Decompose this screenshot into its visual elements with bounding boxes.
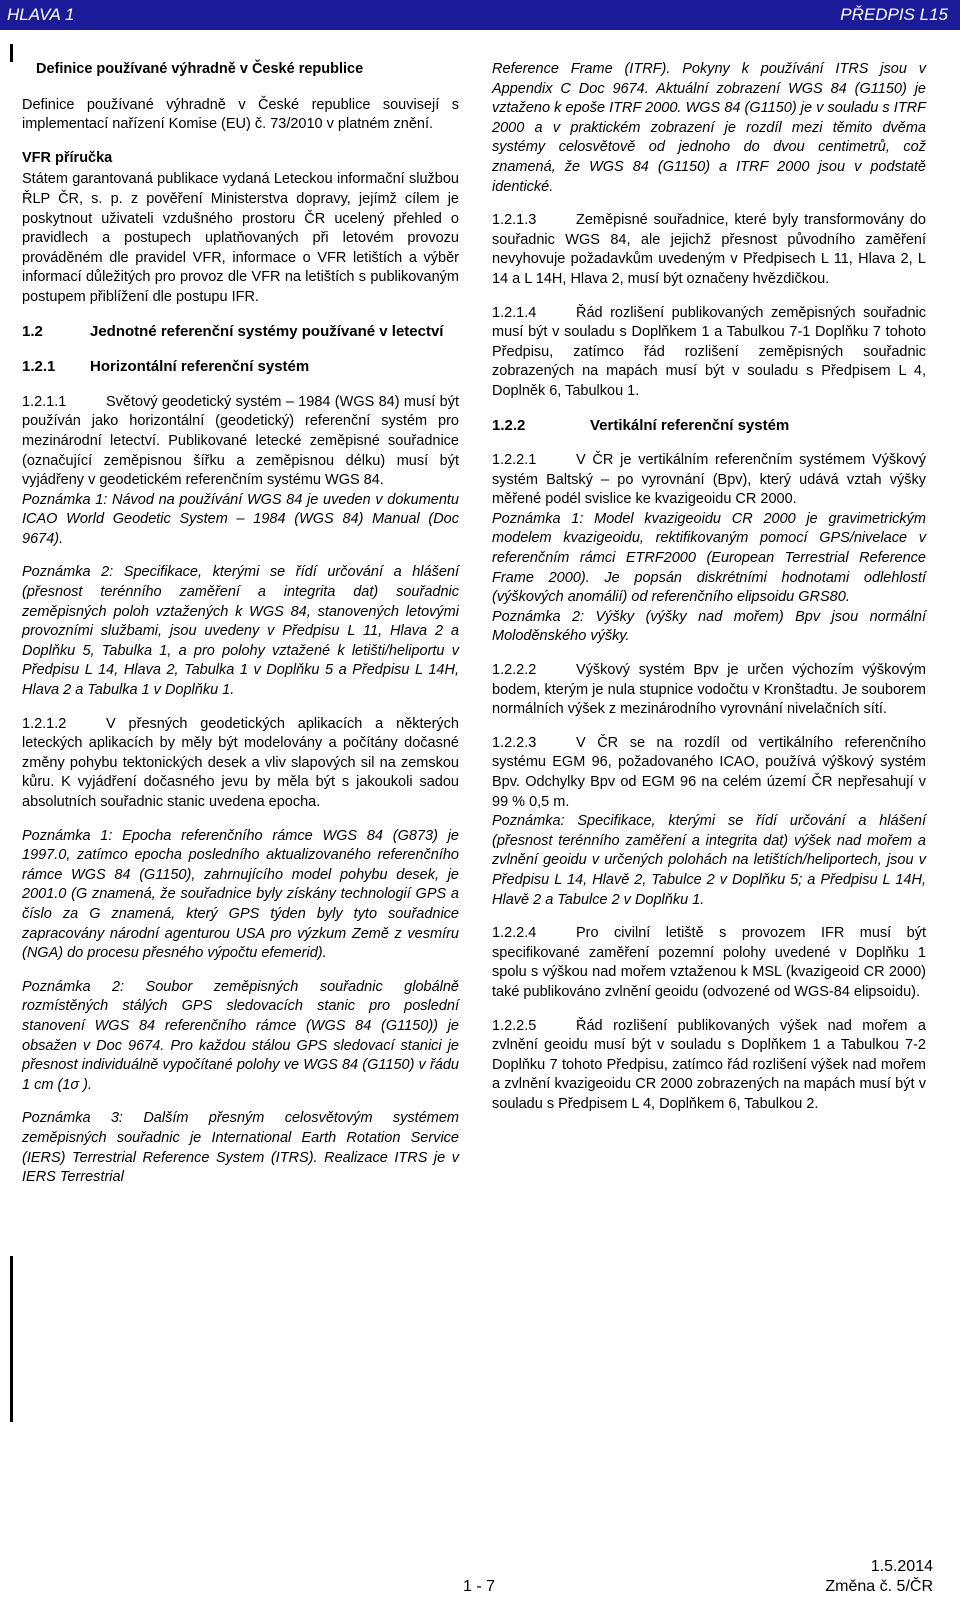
left-column	[22, 60, 459, 1202]
note-3: Poznámka 3: Dalším přesným celosvětovým systémem zeměpisných souřadnic je International Earth Rotation Service (IERS) Terrestrial Reference System (ITRS). Realizace ITRS je v IERS Terrestrial	[22, 1110, 459, 1186]
change-bar	[10, 1256, 13, 1422]
paragraph-vfr: Státem garantovaná publikace vydaná Leteckou informační službou ŘLP ČR, s. p. z pověření Ministerstva dopravy, jejímž cílem je poskytnout uživateli vzdušného prostoru ČR ucelený přehled o pravidlech a postupech uplatňovaných při letovém provozu prováděném dle pravidel VFR, informace o VFR letištích a výběr informací důležitých pro provoz dle VFR na letištích s publikovaným postupem přiblížení dle postupu IFR.	[22, 171, 459, 305]
paragraph-number: 1.2.2.3	[492, 734, 537, 751]
note-continuation: Reference Frame (ITRF). Pokyny k používání ITRS jsou v Appendix C Doc 9674. Aktuální zobrazení WGS 84 (G1150) je vztaženo k epoše ITRF 2000. WGS 84 (G1150) je v souladu s ITRF 2000 a v praktickém zobrazení je rozdíl mezi těmito dvěma systémy celosvětově od jednoho do dvou centimetrů, což znamená, že WGS 84 (G1150) a ITRF 2000 jsou v podstatě identické.	[492, 61, 926, 195]
paragraph-definice: Definice používané výhradně v České republice souvisejí s implementací nařízení Komise (EU) č. 73/2010 v platném znění.	[22, 96, 459, 133]
paragraph-number: 1.2.2.4	[492, 925, 537, 942]
heading-vfr: VFR příručka	[22, 149, 113, 166]
paragraph-text: Pro civilní letiště s provozem IFR musí být specifikované zaměření pozemní polohy uvedené v Doplňku 1 spolu s výškou nad mořem vztaženou k MSL (kvazigeoid CR 2000) také publikováno zvlnění geoidu (odvozené od WGS-84 elipsoidu).	[492, 925, 926, 1000]
note: Poznámka: Specifikace, kterými se řídí určování a hlášení (přesnost terénního zaměření a integrita dat) výšek nad mořem a zvlnění geoidu v určených polohách na letištích/heliportech, jsou v Předpisu L 14, Hlavě 2, Tabulce 2 v Doplňku 5; a Předpisu L 14H, Hlavě 2 a Tabulce 2 v Doplňku 1.	[492, 813, 926, 908]
paragraph-text: V ČR se na rozdíl od vertikálního referenčního systému EGM 96, požadovaného ICAO, používá výškový systém Bpv. Odchylky Bpv od EGM 96 na celém území ČR nepřesahují v 99 % 0,5 m.	[492, 734, 926, 810]
note-1: Poznámka 1: Epocha referenčního rámce WGS 84 (G873) je 1997.0, zatímco epocha posledního aktualizovaného referenčního rámce WGS 84 (G1150), zahrnujícího model pohybu desek, je 2001.0 (G znamená, že souřadnice byly získány technologií GPS a číslo za G znamená, který GPS týden byly tyto souřadnice zapracovány národní agenturou USA pro výzkum Země z vesmíru (NGA) do procesu přesného výpočtu efemerid).	[22, 827, 459, 962]
note-2: Poznámka 2: Specifikace, kterými se řídí určování a hlášení (přesnost terénního zaměření a integrita dat) souřadnic zeměpisných poloh vztažených k WGS 84, stanovených letovými provozními službami, jsou uvedeny v Předpisu L 11, Hlava 2 a Doplňku 5, Tabulka 1, a pro polohy vztažené k letišti/heliportu v Předpisu L 14, Hlava 2, Tabulka 1 v Doplňku 5 a Předpisu L 14H, Hlava 2 a Tabulka 1 v Doplňku 1.	[22, 564, 459, 699]
paragraph-number: 1.2.2.1	[492, 452, 537, 469]
note-2: Poznámka 2: Soubor zeměpisných souřadnic globálně rozmístěných stálých GPS sledovacích stanic pro poslední stanovení WGS 84 referenčního rámce (WGS 84 (G1150)) je obsažen v Doc 9674. Pro každou stálou GPS sledovací stanici je přesnost individuálně vypočítané polohy ve WGS 84 (G1150) v řádu 1 cm (1σ ).	[22, 978, 459, 1093]
section-number: 1.2.1	[22, 358, 56, 376]
page-header	[0, 0, 960, 30]
section-title: Horizontální referenční systém	[90, 358, 310, 376]
paragraph-1-2-2-1	[492, 451, 926, 510]
paragraph-1-2-1-1	[22, 393, 459, 491]
section-number: 1.2	[22, 322, 43, 340]
heading-1-2-1	[22, 357, 459, 377]
paragraph-number: 1.2.1.2	[22, 715, 67, 732]
paragraph-1-2-2-2	[492, 661, 926, 720]
paragraph-text: Řád rozlišení publikovaných výšek nad mořem a zvlnění geoidu musí být v souladu s Doplňkem 1 a Tabulkou 7-2 Doplňku 7 tohoto Předpisu, zatímco řád rozlišení výšek nad mořem a zvlnění kvazigeoidu CR 2000 zobrazených na mapách musí být v souladu s Předpisem L 4, Doplňkem 6, Tabulkou 2.	[492, 1017, 926, 1112]
paragraph-text: V přesných geodetických aplikacích a některých leteckých aplikacích by měly být modelovány a počítány dočasné změny pohybu tektonických desek a vliv slapových sil na zemskou kůru. K vyjádření dočasného jevu by měla být s jakoukoli sadou absolutních souřadnic stanic uvedena epocha.	[22, 715, 459, 810]
paragraph-number: 1.2.1.3	[492, 212, 537, 229]
paragraph-text: Výškový systém Bpv je určen výchozím výškovým bodem, kterým je nula stupnice vodočtu v Kronštadtu. Je souborem normálních výšek z mezinárodního vyrovnání nivelačních sítí.	[492, 662, 926, 718]
paragraph-1-2-2-4	[492, 924, 926, 1002]
footer-date: 1.5.2014	[870, 1558, 933, 1575]
heading-1-2	[22, 322, 459, 342]
header-regulation: PŘEDPIS L15	[840, 5, 948, 24]
right-column	[492, 60, 926, 1129]
footer-page-number: 1 - 7	[463, 1578, 496, 1595]
header-chapter: HLAVA 1	[7, 5, 75, 24]
heading-1-2-2	[492, 416, 926, 436]
note-1: Poznámka 1: Model kvazigeoidu CR 2000 je gravimetrickým modelem kvazigeoidu, rektifikovaným pomocí GPS/nivelace v referenčním rámci ETRF2000 (European Terrestrial Reference Frame 2000). Je popsán diskrétními hodnotami odlehlostí (výškových anomálií) od referenčního elipsoidu GRS80.	[492, 510, 926, 606]
paragraph-text: V ČR je vertikálním referenčním systémem Výškový systém Baltský – po vyrovnání (Bpv), který udává vztah výšky měřené podél svislice ke kvazigeoidu CR 2000.	[492, 452, 926, 508]
paragraph-number: 1.2.2.2	[492, 662, 537, 679]
paragraph-1-2-1-2	[22, 715, 459, 813]
section-title: Vertikální referenční systém	[590, 416, 790, 434]
paragraph-1-2-1-4	[492, 304, 926, 402]
paragraph-number: 1.2.1.1	[22, 393, 67, 410]
paragraph-text: Zeměpisné souřadnice, které byly transformovány do souřadnic WGS 84, ale jejichž přesnost původního zaměření nevyhovuje požadavkům uvedeným v Předpisech L 11, Hlava 2, L 14 a L 14H, Hlava 2, musí být označeny hvězdičkou.	[492, 212, 926, 287]
footer-amendment: Změna č. 5/ČR	[825, 1578, 933, 1595]
note-1: Poznámka 1: Návod na používání WGS 84 je uveden v dokumentu ICAO World Geodetic System – 1984 (WGS 84) Manual (Doc 9674).	[22, 491, 459, 547]
paragraph-1-2-1-3	[492, 211, 926, 289]
paragraph-1-2-2-5	[492, 1017, 926, 1115]
paragraph-number: 1.2.2.5	[492, 1017, 537, 1034]
paragraph-text: Řád rozlišení publikovaných zeměpisných souřadnic musí být v souladu s Doplňkem 1 a Tabulkou 7-1 Doplňku 7 tohoto Předpisu, zatímco řád rozlišení zeměpisných souřadnic zobrazených na mapách musí být v souladu s Předpisem L 4, Doplněk 6, Tabulkou 1.	[492, 304, 926, 399]
heading-definice: Definice používané výhradně v České republice	[36, 61, 364, 77]
note-2: Poznámka 2: Výšky (výšky nad mořem) Bpv jsou normální Moloděnského výšky.	[492, 608, 926, 645]
section-title: Jednotné referenční systémy používané v letectví	[90, 322, 444, 340]
change-bar	[10, 44, 13, 62]
paragraph-text: Světový geodetický systém – 1984 (WGS 84) musí být používán jako horizontální (geodetický) referenční systém pro mezinárodní letectví. Publikované letecké zeměpisné souřadnice (označující zeměpisnou šířku a zeměpisnou délku) musí být vyjádřeny v geodetickém referenčním systému WGS 84.	[22, 393, 459, 489]
section-number: 1.2.2	[492, 416, 526, 434]
paragraph-1-2-2-3	[492, 734, 926, 812]
paragraph-number: 1.2.1.4	[492, 304, 537, 321]
